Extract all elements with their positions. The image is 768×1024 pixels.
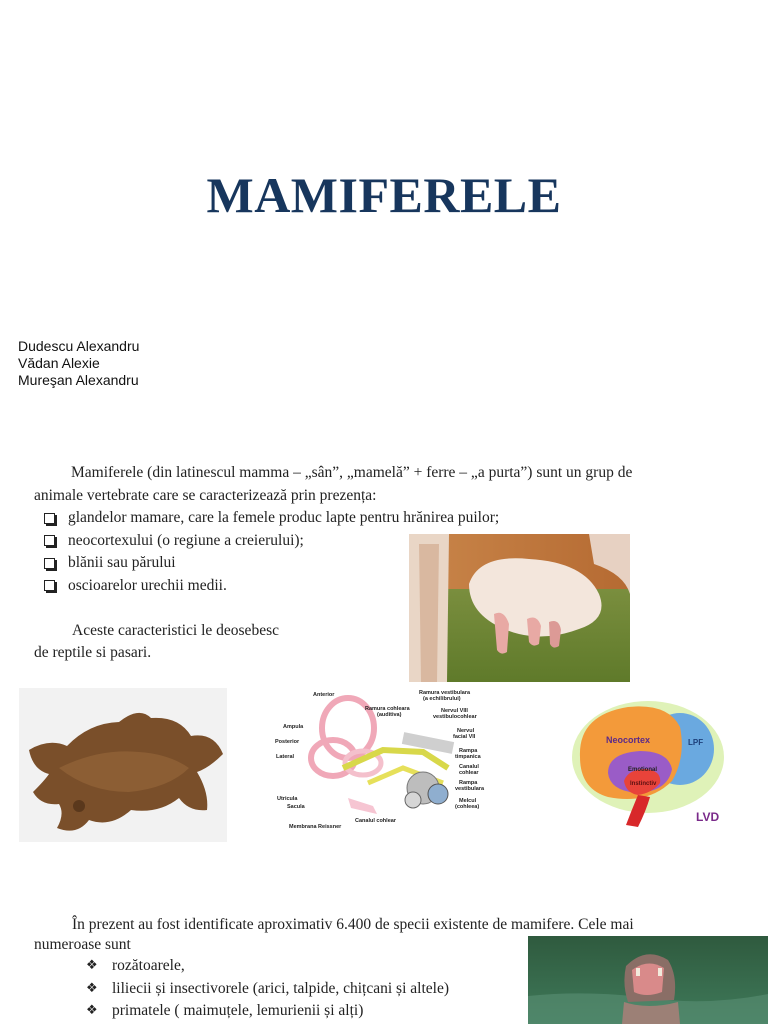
diamond-bullet-icon: ❖ — [86, 1003, 98, 1018]
ear-label: Utricula — [277, 796, 298, 802]
species-list — [86, 955, 449, 1023]
ear-label: Posterior — [275, 739, 300, 745]
brain-label: LPF — [688, 738, 704, 747]
fur-rug-photo — [19, 688, 227, 842]
list-item: blănii sau părului — [44, 552, 499, 575]
inner-ear-diagram — [273, 688, 495, 834]
list-item: glandelor mamare, care la femele produc lapte pentru hrănirea puilor; — [44, 507, 499, 530]
ear-label: cohlear — [459, 770, 479, 776]
ear-label: Ramura cohleara — [365, 706, 410, 712]
brain-label: Instinctiv — [630, 781, 657, 787]
ear-label: Sacula — [287, 804, 305, 810]
species-line-2: numeroase sunt — [34, 936, 131, 953]
ear-label: Rampa — [459, 780, 478, 786]
intro-line-1: Mamiferele (din latinescul mamma – „sân”, „mamelă” + ferre – „a purta”) sunt un grup de — [71, 464, 633, 481]
ear-label: Membrana Reissner — [289, 824, 342, 830]
list-item: ❖ rozătoarele, — [86, 955, 449, 978]
list-item: ❖ primatele ( maimuțele, lemurienii și alți) — [86, 1000, 449, 1023]
ear-label: Canalul — [459, 764, 479, 770]
list-item: neocortexului (o regiune a creierului); — [44, 530, 499, 553]
ear-label: (cohleea) — [455, 804, 480, 810]
checkbox-bullet-icon — [44, 535, 55, 546]
ear-label: vestibulara — [455, 786, 485, 792]
distinction-line-2: de reptile si pasari. — [34, 644, 152, 661]
brain-label: Emotional — [628, 767, 658, 773]
ear-label: Rampa — [459, 748, 478, 754]
species-line-1: În prezent au fost identificate aproximativ 6.400 de specii existente de mamifere. Cele mai — [72, 916, 634, 933]
brain-label: Neocortex — [606, 735, 651, 745]
author-name: Mureşan Alexandru — [18, 372, 139, 388]
ear-label: Melcul — [459, 798, 477, 804]
intro-line-2: animale vertebrate care se caracterizează prin prezența: — [34, 487, 377, 504]
ear-label: Lateral — [276, 754, 295, 760]
checkbox-bullet-icon — [44, 558, 55, 569]
ear-label: Ramura vestibulara — [419, 690, 471, 696]
ear-label: Canalul cohlear — [355, 818, 396, 824]
ear-label: timpanica — [455, 754, 481, 760]
ear-label: Nervul — [457, 728, 475, 734]
brain-logo: LVD — [696, 810, 720, 824]
ear-label: (auditiva) — [377, 712, 402, 718]
ear-label: (a echilibrului) — [423, 696, 461, 702]
hippo-photo — [528, 936, 768, 1024]
diamond-bullet-icon: ❖ — [86, 958, 98, 973]
list-item: oscioarelor urechii medii. — [44, 575, 499, 598]
cow-udder-photo — [409, 534, 630, 682]
ear-label: facial VII — [453, 734, 476, 740]
list-item: ❖ liliecii și insectivorele (arici, talpide, chițcani și altele) — [86, 978, 449, 1001]
author-list — [18, 338, 139, 389]
ear-label: Nervul VIII — [441, 708, 468, 714]
diamond-bullet-icon: ❖ — [86, 980, 98, 996]
author-name: Vădan Alexie — [18, 355, 100, 371]
ear-label: vestibulocohlear — [433, 714, 477, 720]
ear-label: Ampula — [283, 724, 304, 730]
document-title: MAMIFERELE — [206, 167, 562, 223]
distinction-line-1: Aceste caracteristici le deosebesc — [72, 622, 279, 639]
ear-label: Anterior — [313, 692, 335, 698]
checkbox-bullet-icon — [44, 580, 55, 591]
brain-diagram — [568, 697, 728, 835]
author-name: Dudescu Alexandru — [18, 338, 140, 354]
checkbox-bullet-icon — [44, 513, 55, 524]
